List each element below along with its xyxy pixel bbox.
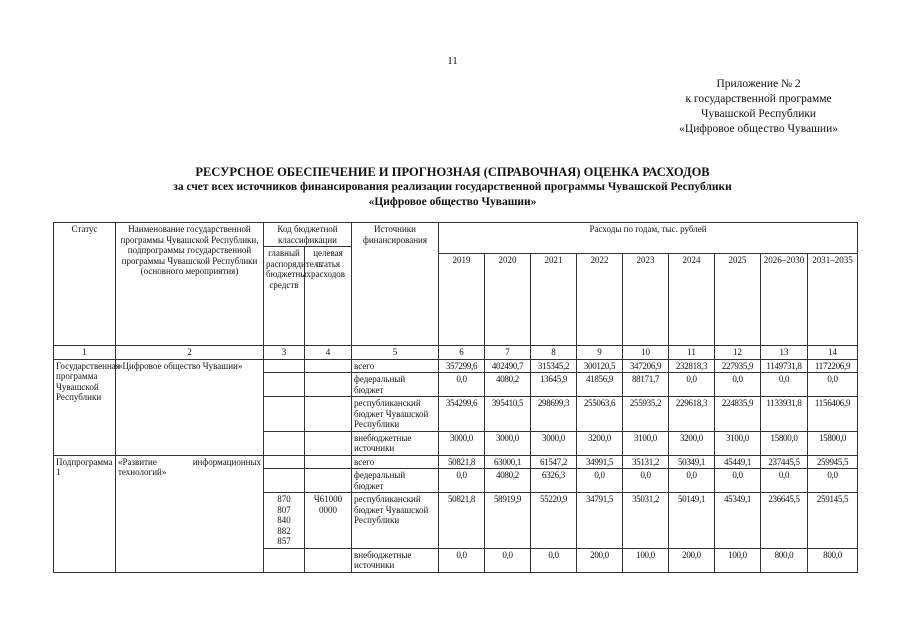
target-code-cell bbox=[305, 397, 352, 432]
value-cell: 0,0 bbox=[577, 469, 623, 493]
appendix-line: Чувашской Республики bbox=[701, 108, 817, 120]
value-cell: 255935,2 bbox=[623, 397, 669, 432]
year-header: 2023 bbox=[623, 253, 669, 346]
value-cell: 0,0 bbox=[485, 548, 531, 572]
value-cell: 354299,6 bbox=[439, 397, 485, 432]
appendix-line: к государственной программе bbox=[685, 93, 832, 105]
value-cell: 45349,1 bbox=[715, 493, 761, 549]
value-cell: 35131,2 bbox=[623, 455, 669, 469]
value-cell: 315345,2 bbox=[531, 359, 577, 373]
value-cell: 3100,0 bbox=[715, 431, 761, 455]
grbs-code-cell bbox=[264, 455, 305, 469]
value-cell: 229618,3 bbox=[669, 397, 715, 432]
value-cell: 3000,0 bbox=[531, 431, 577, 455]
header-name: Наименование государственной программы Чувашской Республики, подпрограммы государственной программы Чувашской Республики (основного мероприятия) bbox=[116, 223, 264, 346]
column-number: 9 bbox=[577, 346, 623, 360]
header-code-target: целевая статья расходов bbox=[305, 247, 352, 346]
column-number: 1 bbox=[54, 346, 116, 360]
title-line-2: за счет всех источников финансирования реализации государственной программы Чувашской Республики bbox=[173, 181, 732, 193]
value-cell: 15800,0 bbox=[761, 431, 808, 455]
value-cell: 0,0 bbox=[439, 548, 485, 572]
value-cell: 35031,2 bbox=[623, 493, 669, 549]
column-number: 7 bbox=[485, 346, 531, 360]
value-cell: 63000,1 bbox=[485, 455, 531, 469]
source-cell: всего bbox=[352, 359, 439, 373]
source-cell: федеральный бюджет bbox=[352, 469, 439, 493]
header-code-grbs: главный распорядитель бюджетных средств bbox=[264, 247, 305, 346]
title-line-1: РЕСУРСНОЕ ОБЕСПЕЧЕНИЕ И ПРОГНОЗНАЯ (СПРАВОЧНАЯ) ОЦЕНКА РАСХОДОВ bbox=[195, 165, 710, 179]
value-cell: 13645,9 bbox=[531, 373, 577, 397]
name-cell: «Цифровое общество Чувашии» bbox=[116, 359, 264, 455]
column-number: 5 bbox=[352, 346, 439, 360]
value-cell: 395410,5 bbox=[485, 397, 531, 432]
column-number: 2 bbox=[116, 346, 264, 360]
value-cell: 50349,1 bbox=[669, 455, 715, 469]
value-cell: 100,0 bbox=[623, 548, 669, 572]
value-cell: 357299,6 bbox=[439, 359, 485, 373]
source-cell: федеральный бюджет bbox=[352, 373, 439, 397]
value-cell: 15800,0 bbox=[808, 431, 858, 455]
year-header: 2021 bbox=[531, 253, 577, 346]
grbs-code-cell bbox=[264, 397, 305, 432]
value-cell: 347206,9 bbox=[623, 359, 669, 373]
grbs-code-cell bbox=[264, 431, 305, 455]
target-code-cell: Ч61000 0000 bbox=[305, 493, 352, 549]
value-cell: 0,0 bbox=[715, 469, 761, 493]
value-cell: 4080,2 bbox=[485, 373, 531, 397]
column-number: 12 bbox=[715, 346, 761, 360]
value-cell: 50149,1 bbox=[669, 493, 715, 549]
grbs-code-cell bbox=[264, 373, 305, 397]
column-number: 8 bbox=[531, 346, 577, 360]
value-cell: 800,0 bbox=[761, 548, 808, 572]
table-row bbox=[54, 359, 858, 373]
value-cell: 0,0 bbox=[715, 373, 761, 397]
value-cell: 0,0 bbox=[669, 373, 715, 397]
grbs-code-cell bbox=[264, 359, 305, 373]
status-cell: Государственная программа Чувашской Республики bbox=[54, 359, 116, 455]
value-cell: 3100,0 bbox=[623, 431, 669, 455]
value-cell: 236645,5 bbox=[761, 493, 808, 549]
target-code-cell bbox=[305, 359, 352, 373]
value-cell: 3200,0 bbox=[577, 431, 623, 455]
year-header: 2031–2035 bbox=[808, 253, 858, 346]
column-number: 3 bbox=[264, 346, 305, 360]
column-number: 10 bbox=[623, 346, 669, 360]
value-cell: 61547,2 bbox=[531, 455, 577, 469]
value-cell: 1133931,8 bbox=[761, 397, 808, 432]
status-cell: Подпрограмма 1 bbox=[54, 455, 116, 572]
value-cell: 227935,9 bbox=[715, 359, 761, 373]
value-cell: 3000,0 bbox=[439, 431, 485, 455]
value-cell: 255063,6 bbox=[577, 397, 623, 432]
target-code-cell bbox=[305, 431, 352, 455]
header-expenses: Расходы по годам, тыс. рублей bbox=[439, 223, 858, 247]
source-cell: республиканский бюджет Чувашской Республики bbox=[352, 493, 439, 549]
header-code: Код бюджетной классификации bbox=[264, 223, 352, 247]
column-number: 11 bbox=[669, 346, 715, 360]
value-cell: 1172206,9 bbox=[808, 359, 858, 373]
grbs-code-cell: 870 807 840 882 857 bbox=[264, 493, 305, 549]
value-cell: 402490,7 bbox=[485, 359, 531, 373]
source-cell: республиканский бюджет Чувашской Республики bbox=[352, 397, 439, 432]
value-cell: 100,0 bbox=[715, 548, 761, 572]
value-cell: 34991,5 bbox=[577, 455, 623, 469]
value-cell: 50821,8 bbox=[439, 493, 485, 549]
value-cell: 200,0 bbox=[669, 548, 715, 572]
value-cell: 41856,9 bbox=[577, 373, 623, 397]
year-header: 2026–2030 bbox=[761, 253, 808, 346]
column-number: 6 bbox=[439, 346, 485, 360]
value-cell: 0,0 bbox=[761, 373, 808, 397]
year-header: 2022 bbox=[577, 253, 623, 346]
value-cell: 6326,3 bbox=[531, 469, 577, 493]
year-header: 2025 bbox=[715, 253, 761, 346]
value-cell: 58919,9 bbox=[485, 493, 531, 549]
grbs-code-cell bbox=[264, 548, 305, 572]
value-cell: 34791,5 bbox=[577, 493, 623, 549]
header-sources: Источники финансирования bbox=[352, 223, 439, 346]
value-cell: 0,0 bbox=[761, 469, 808, 493]
column-number: 13 bbox=[761, 346, 808, 360]
value-cell: 232818,3 bbox=[669, 359, 715, 373]
year-header: 2024 bbox=[669, 253, 715, 346]
value-cell: 50821,8 bbox=[439, 455, 485, 469]
year-header: 2019 bbox=[439, 253, 485, 346]
value-cell: 259945,5 bbox=[808, 455, 858, 469]
value-cell: 88171,7 bbox=[623, 373, 669, 397]
column-number: 4 bbox=[305, 346, 352, 360]
source-cell: внебюджетные источники bbox=[352, 548, 439, 572]
value-cell: 800,0 bbox=[808, 548, 858, 572]
value-cell: 0,0 bbox=[808, 373, 858, 397]
value-cell: 0,0 bbox=[439, 469, 485, 493]
grbs-code-cell bbox=[264, 469, 305, 493]
title-line-3: «Цифровое общество Чувашии» bbox=[368, 196, 537, 208]
value-cell: 1149731,8 bbox=[761, 359, 808, 373]
appendix-note bbox=[679, 77, 838, 137]
resource-table bbox=[53, 222, 858, 573]
value-cell: 0,0 bbox=[439, 373, 485, 397]
appendix-line: Приложение № 2 bbox=[716, 78, 801, 90]
appendix-line: «Цифровое общество Чувашии» bbox=[679, 123, 838, 135]
value-cell: 3200,0 bbox=[669, 431, 715, 455]
source-cell: всего bbox=[352, 455, 439, 469]
year-header: 2020 bbox=[485, 253, 531, 346]
value-cell: 300120,5 bbox=[577, 359, 623, 373]
column-number: 14 bbox=[808, 346, 858, 360]
value-cell: 0,0 bbox=[808, 469, 858, 493]
value-cell: 3000,0 bbox=[485, 431, 531, 455]
page-number: 11 bbox=[447, 55, 458, 67]
value-cell: 224835,9 bbox=[715, 397, 761, 432]
value-cell: 55220,9 bbox=[531, 493, 577, 549]
target-code-cell bbox=[305, 469, 352, 493]
value-cell: 200,0 bbox=[577, 548, 623, 572]
value-cell: 298699,3 bbox=[531, 397, 577, 432]
name-cell: «Развитие информационных технологий» bbox=[116, 455, 264, 572]
value-cell: 0,0 bbox=[623, 469, 669, 493]
target-code-cell bbox=[305, 373, 352, 397]
target-code-cell bbox=[305, 548, 352, 572]
value-cell: 0,0 bbox=[531, 548, 577, 572]
value-cell: 259145,5 bbox=[808, 493, 858, 549]
source-cell: внебюджетные источники bbox=[352, 431, 439, 455]
value-cell: 1156406,9 bbox=[808, 397, 858, 432]
value-cell: 4080,2 bbox=[485, 469, 531, 493]
value-cell: 237445,5 bbox=[761, 455, 808, 469]
value-cell: 0,0 bbox=[669, 469, 715, 493]
target-code-cell bbox=[305, 455, 352, 469]
header-status: Статус bbox=[54, 223, 116, 346]
column-number-row bbox=[54, 346, 858, 360]
document-title bbox=[0, 164, 905, 210]
table-row bbox=[54, 455, 858, 469]
value-cell: 45449,1 bbox=[715, 455, 761, 469]
